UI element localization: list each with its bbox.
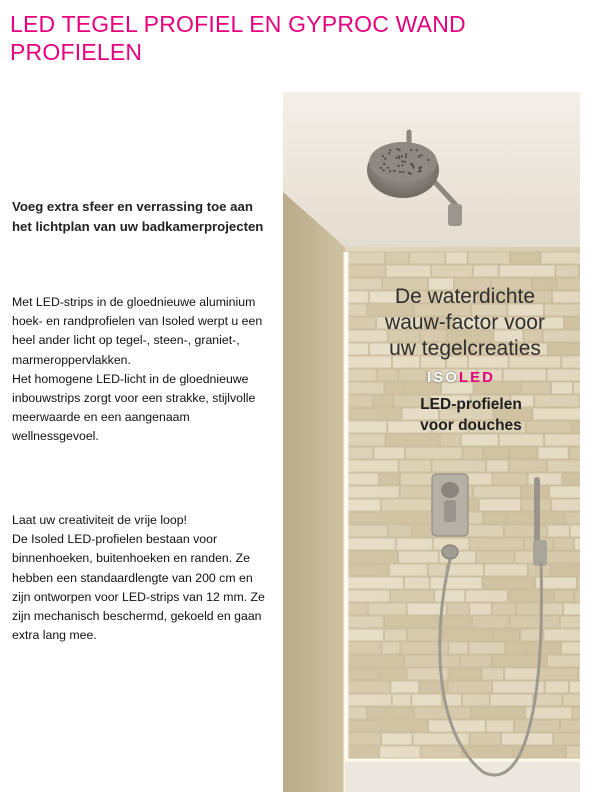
wall-tile xyxy=(399,551,439,563)
wall-tile xyxy=(368,603,406,615)
shower-nozzle xyxy=(395,157,397,159)
wall-tile xyxy=(347,460,398,472)
wall-tile xyxy=(414,707,470,719)
wall-tile xyxy=(470,603,491,615)
shower-nozzle xyxy=(418,155,420,157)
shower-hero-image xyxy=(283,92,580,792)
wall-tile xyxy=(560,720,580,732)
wall-tile xyxy=(447,603,469,615)
wall-tile xyxy=(428,564,446,576)
wall-tile xyxy=(409,252,445,264)
intro-line: het lichtplan van uw badkamerprojecten xyxy=(12,219,264,234)
wall-tile xyxy=(347,551,398,563)
wall-tile xyxy=(570,525,580,537)
wall-tile xyxy=(470,538,524,550)
wall-tile xyxy=(470,733,501,745)
wall-tile xyxy=(483,577,535,589)
wall-tile xyxy=(408,629,443,641)
wall-tile xyxy=(396,538,432,550)
wall-tile xyxy=(347,473,378,485)
wall-tile xyxy=(570,681,581,693)
wall-tile xyxy=(484,512,507,524)
wall-tile xyxy=(548,525,570,537)
shower-nozzle xyxy=(408,172,410,174)
paragraph-profiles xyxy=(12,511,282,645)
wall-tile xyxy=(463,447,482,459)
wall-tile xyxy=(493,473,527,485)
page-title: LED TEGEL PROFIEL EN GYPROC WAND PROFIELEN xyxy=(10,11,466,65)
shower-nozzle xyxy=(380,167,382,169)
logo-accent-text: LED xyxy=(458,369,495,386)
wall-tile xyxy=(555,590,574,602)
wall-tile xyxy=(547,655,580,667)
wall-tile xyxy=(347,447,373,459)
wall-tile xyxy=(506,642,525,654)
wall-tile xyxy=(347,486,399,498)
wall-tile xyxy=(551,564,580,576)
wall-tile xyxy=(386,265,431,277)
wall-tile xyxy=(391,590,434,602)
paragraph-line: hoek- en randprofielen van Isoled werpt u een xyxy=(12,314,263,329)
shower-nozzle xyxy=(410,173,412,175)
shower-nozzle xyxy=(416,149,418,151)
wall-tile xyxy=(435,590,465,602)
shower-nozzle xyxy=(387,167,389,169)
shower-nozzle xyxy=(393,170,395,172)
wall-tile xyxy=(544,551,580,563)
wall-tile xyxy=(385,382,403,394)
wall-tile xyxy=(347,252,385,264)
wall-tile xyxy=(347,369,376,381)
wall-tile xyxy=(469,642,505,654)
wall-tile xyxy=(511,252,540,264)
wall-tile xyxy=(505,668,538,680)
wall-tile xyxy=(386,252,409,264)
wall-tile xyxy=(386,720,427,732)
shower-nozzle xyxy=(389,149,391,151)
wall-tile xyxy=(347,707,366,719)
wall-tile xyxy=(347,577,403,589)
shower-nozzle xyxy=(410,149,412,151)
wall-tile xyxy=(574,590,580,602)
wall-tile xyxy=(447,564,483,576)
wall-tile xyxy=(462,694,489,706)
wall-tile xyxy=(482,668,504,680)
wall-tile xyxy=(432,460,486,472)
wall-tile xyxy=(384,616,438,628)
wall-tile xyxy=(377,369,398,381)
wall-tile xyxy=(347,265,385,277)
shower-nozzle xyxy=(384,158,386,160)
wall-tile xyxy=(473,265,498,277)
wall-tile xyxy=(446,252,467,264)
paragraph-line: inbouwstrips zorgt voor een strakke, stijlvolle xyxy=(12,391,256,406)
shower-nozzle xyxy=(396,148,398,150)
wall-tile xyxy=(563,473,580,485)
wall-tile xyxy=(412,694,442,706)
wall-tile xyxy=(347,512,402,524)
wall-tile xyxy=(421,746,462,758)
wall-tile xyxy=(374,447,405,459)
wall-tile xyxy=(380,746,420,758)
wall-tile xyxy=(544,629,580,641)
wall-tile xyxy=(406,447,462,459)
wall-tile xyxy=(539,668,578,680)
wall-tile xyxy=(347,746,379,758)
wall-tile xyxy=(483,447,508,459)
shower-nozzle xyxy=(420,154,422,156)
wall-tile xyxy=(534,694,562,706)
wall-tile xyxy=(528,473,562,485)
hero-subtitle-line: voor douches xyxy=(420,417,522,434)
shower-nozzle xyxy=(401,155,403,157)
wall-tile xyxy=(449,642,468,654)
wall-tile xyxy=(347,538,395,550)
wall-tile xyxy=(347,590,390,602)
wall-tile xyxy=(538,447,568,459)
shower-nozzle xyxy=(413,166,415,168)
wall-tile xyxy=(347,564,389,576)
wall-tile xyxy=(472,616,509,628)
shower-nozzle xyxy=(404,161,406,163)
wall-tile xyxy=(509,590,554,602)
paragraph-line: Met LED-strips in de gloednieuwe aluminium xyxy=(12,295,256,309)
wall-tile xyxy=(492,603,516,615)
paragraph-line: heel ander licht op tegel-, steen-, graniet-, xyxy=(12,333,240,348)
wall-tile xyxy=(514,720,559,732)
wall-tile xyxy=(562,642,580,654)
wall-tile xyxy=(509,460,546,472)
wall-tile xyxy=(554,733,580,745)
wall-tile xyxy=(401,473,437,485)
wall-tile xyxy=(461,655,491,667)
wall-tile xyxy=(405,655,460,667)
wall-tile xyxy=(504,525,546,537)
paragraph-line: Laat uw creativiteit de vrije loop! xyxy=(12,513,187,527)
wall-tile xyxy=(347,603,367,615)
wall-tile xyxy=(566,746,580,758)
wall-tile xyxy=(556,265,579,277)
paragraph-led-strips xyxy=(12,293,282,447)
hero-headline-line: uw tegelcreaties xyxy=(389,337,541,360)
shower-nozzle xyxy=(427,159,429,161)
shower-nozzle xyxy=(399,171,401,173)
wall-tile xyxy=(347,616,383,628)
shower-nozzle xyxy=(418,171,420,173)
paragraph-line: binnenhoeken, buitenhoeken en randen. Ze xyxy=(12,551,250,566)
wall-tile xyxy=(510,616,559,628)
wall-tile xyxy=(541,252,580,264)
shower-nozzle xyxy=(405,154,407,156)
shower-nozzle xyxy=(401,160,403,162)
wall-tile xyxy=(569,447,580,459)
hero-subtitle-line: LED-profielen xyxy=(420,396,522,413)
wall-tile xyxy=(347,382,384,394)
shower-nozzle xyxy=(401,164,403,166)
hero-subtitle xyxy=(361,394,580,436)
shower-nozzle xyxy=(383,169,385,171)
shower-nozzle xyxy=(398,157,400,159)
wall-tile xyxy=(430,577,482,589)
wall-tile xyxy=(388,525,411,537)
wall-tile xyxy=(545,681,568,693)
wall-tile xyxy=(399,460,431,472)
paragraph-line: De Isoled LED-profielen bestaan voor xyxy=(12,532,218,547)
wall-tile xyxy=(468,252,510,264)
logo-text: ISO xyxy=(427,369,459,386)
wall-tile xyxy=(381,499,431,511)
wall-tile xyxy=(449,668,481,680)
wall-tile xyxy=(347,499,380,511)
wall-tile xyxy=(499,265,555,277)
paragraph-line: Het homogene LED-licht in de gloednieuwe xyxy=(12,371,249,386)
shower-nozzle xyxy=(388,152,390,154)
wall-tile xyxy=(448,681,491,693)
wall-tile xyxy=(382,642,400,654)
wall-tile xyxy=(347,642,381,654)
wall-tile xyxy=(347,525,387,537)
wall-tile xyxy=(479,499,521,511)
wall-tile xyxy=(347,720,385,732)
wall-tile xyxy=(367,707,413,719)
paragraph-line: wellnessgevoel. xyxy=(12,429,99,444)
wall-tile xyxy=(552,499,580,511)
wall-tile xyxy=(551,382,572,394)
wall-tile xyxy=(347,694,391,706)
wall-tile xyxy=(444,629,493,641)
shower-nozzle xyxy=(410,163,412,165)
hero-headline-line: wauw-factor voor xyxy=(385,311,545,334)
wall-tile xyxy=(392,694,411,706)
wall-tile xyxy=(573,707,580,719)
wall-tile xyxy=(510,447,537,459)
wall-tile xyxy=(547,369,580,381)
wall-tile xyxy=(553,538,573,550)
wall-tile xyxy=(473,486,520,498)
shower-nozzle xyxy=(405,156,407,158)
wall-tile xyxy=(347,733,381,745)
wall-tile xyxy=(550,486,580,498)
wall-tile xyxy=(382,733,413,745)
wall-tile xyxy=(517,603,540,615)
shower-nozzle xyxy=(397,165,399,167)
wall-tile xyxy=(522,382,551,394)
wall-tile xyxy=(471,707,524,719)
shower-nozzle xyxy=(399,149,401,151)
wall-tile xyxy=(463,746,513,758)
paragraph-line: marmeroppervlakken. xyxy=(12,352,131,367)
hero-headline-line: De waterdichte xyxy=(394,285,536,308)
wall-tile xyxy=(404,577,429,589)
shower-nozzle xyxy=(389,170,391,172)
shower-nozzle xyxy=(383,163,385,165)
wall-tile xyxy=(381,668,406,680)
wall-tile xyxy=(494,629,520,641)
wall-tile xyxy=(379,473,399,485)
wall-tile xyxy=(565,512,580,524)
paragraph-line: extra lang mee. xyxy=(12,628,97,643)
wall-tile xyxy=(574,382,581,394)
wall-tile xyxy=(578,577,581,589)
paragraph-line: zijn mechanisch beschermd, gekoeld en gaan xyxy=(12,609,262,624)
wall-tile xyxy=(347,681,390,693)
intro-text xyxy=(12,197,274,237)
wall-tile xyxy=(477,551,514,563)
paragraph-line: zijn ontworpen voor LED-strips van 12 mm. Ze xyxy=(12,589,265,604)
shower-nozzle xyxy=(382,155,384,157)
wall-tile xyxy=(347,629,383,641)
wall-tile xyxy=(579,668,581,680)
wall-tile xyxy=(548,460,581,472)
wall-tile xyxy=(526,642,561,654)
wall-tile xyxy=(466,590,508,602)
wall-tile xyxy=(464,525,503,537)
wall-tile xyxy=(560,616,580,628)
wall-tile xyxy=(490,694,532,706)
wall-tile xyxy=(384,629,406,641)
shower-nozzle xyxy=(402,171,404,173)
intro-line: Voeg extra sfeer en verrassing toe aan xyxy=(12,199,253,214)
wall-tile xyxy=(564,603,580,615)
wall-tile xyxy=(486,720,513,732)
wall-tile xyxy=(487,460,508,472)
wall-tile xyxy=(347,655,404,667)
wall-tile xyxy=(574,538,580,550)
wall-tile xyxy=(391,681,419,693)
hero-headline xyxy=(345,284,580,362)
paragraph-line: meerwaarde en een aangenaam xyxy=(12,410,190,425)
wall-tile xyxy=(563,694,580,706)
wall-tile xyxy=(485,564,528,576)
shower-nozzle xyxy=(419,167,421,169)
wall-tile xyxy=(541,603,563,615)
shower-illustration xyxy=(283,92,580,792)
wall-tile xyxy=(347,668,380,680)
isoled-logo xyxy=(411,369,511,386)
wall-tile xyxy=(429,720,486,732)
wall-tile xyxy=(439,616,471,628)
wall-tile xyxy=(390,564,428,576)
paragraph-line: hebben een standaardlengte van 200 cm en xyxy=(12,570,253,585)
wall-tile xyxy=(432,265,472,277)
